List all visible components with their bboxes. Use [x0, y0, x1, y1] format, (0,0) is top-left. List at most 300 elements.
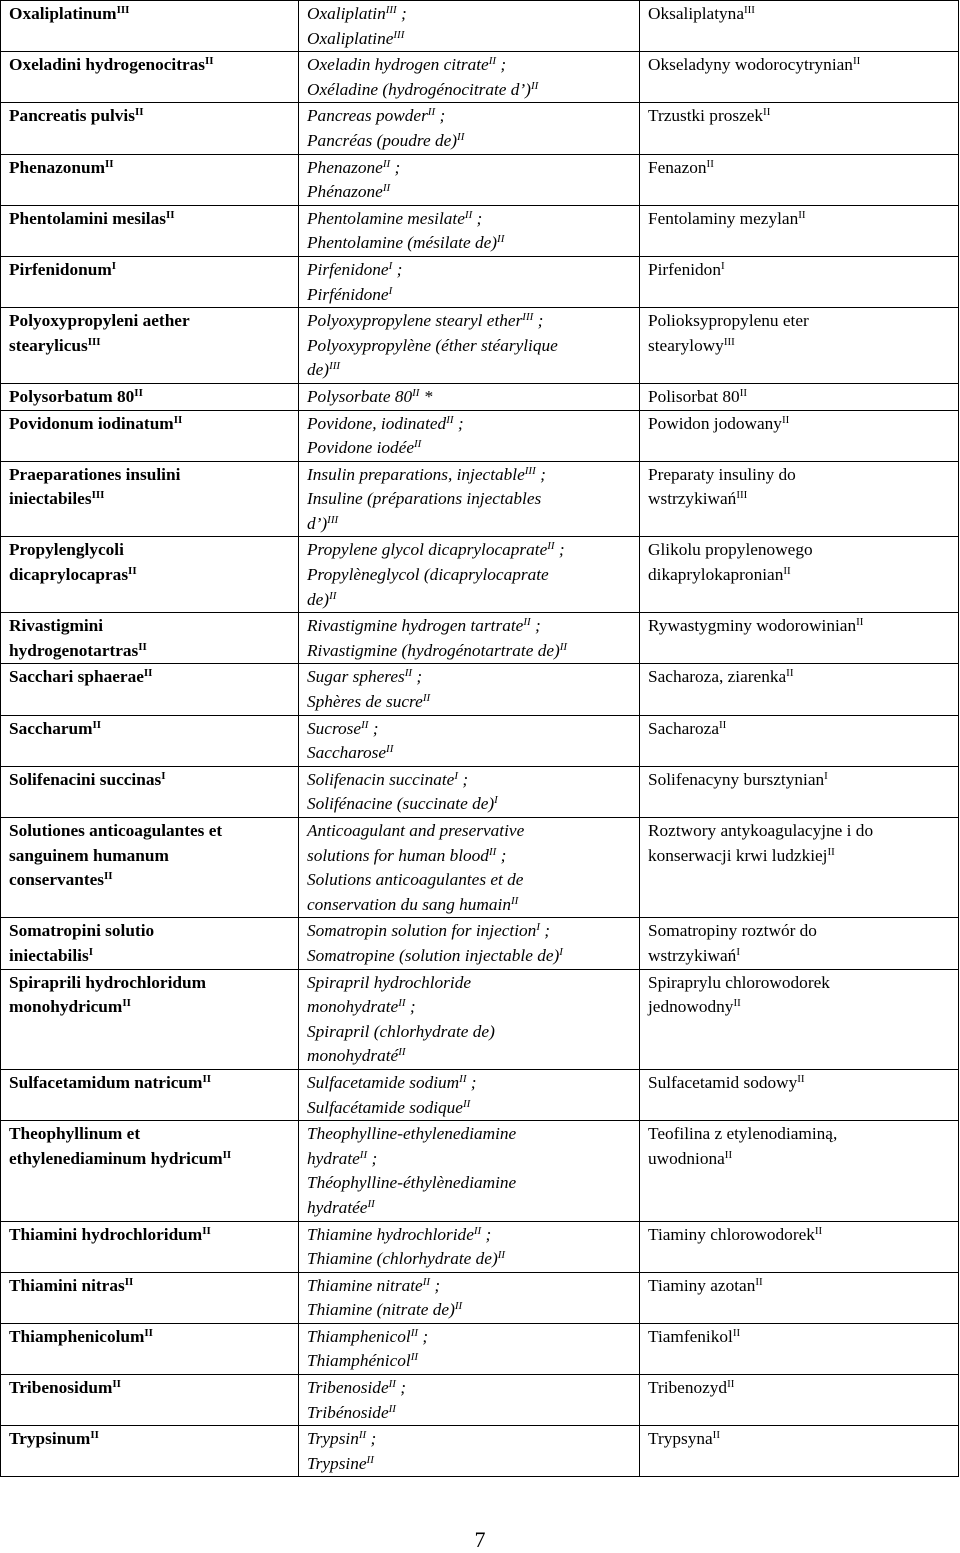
category-superscript: II [90, 1429, 99, 1442]
category-superscript: II [797, 1072, 805, 1085]
category-superscript: II [382, 157, 391, 170]
category-superscript: II [462, 1097, 471, 1110]
category-superscript: II [422, 692, 431, 705]
english-french-name-line: Solifénacine (succinate de)$^I$ [307, 794, 498, 814]
category-superscript: II [547, 540, 555, 553]
category-superscript: II [511, 894, 519, 907]
latin-name-cell [1, 154, 299, 205]
latin-name-line: Oxaliplatinum$^{III}$ [9, 4, 130, 23]
english-french-name-line: Povidone iodée$^{II}$ [307, 438, 422, 458]
english-french-name-line: Theophylline-ethylenediamine [307, 1124, 517, 1144]
category-superscript: II [128, 565, 137, 578]
english-french-name-line: Polysorbate $80^{II}$ * [307, 386, 433, 406]
polish-name-cell [640, 537, 959, 613]
latin-name-cell [1, 52, 299, 103]
latin-name-line: Oxeladini hydrogenocitras$^{II}$ [9, 55, 214, 75]
english-french-name-cell [299, 103, 640, 154]
category-superscript: II [427, 106, 436, 119]
category-superscript: II [856, 616, 864, 629]
english-french-name-line: Insulin preparations, injectable$^{III}$ ; [307, 464, 546, 484]
polish-name-line: dikaprylokapronian$^{II}$ [648, 565, 791, 585]
polish-name-line: Rywastygminy wodorowinian$^{II}$ [648, 616, 864, 636]
english-french-name-line: monohydraté$^{II}$ [307, 1046, 406, 1066]
category-superscript: III [736, 489, 748, 502]
category-superscript: II [755, 1275, 763, 1288]
latin-name-line: Sulfacetamidum natricum$^{II}$ [9, 1072, 212, 1092]
category-superscript: II [814, 1224, 823, 1237]
category-superscript: II [143, 667, 153, 680]
english-french-name-cell [299, 1272, 640, 1323]
category-superscript: II [112, 1378, 121, 1391]
table-row [1, 1, 959, 52]
latin-name-line: Thiamini nitras$^{II}$ [9, 1275, 134, 1295]
category-superscript: II [454, 1300, 463, 1313]
polish-name-line: Trzustki proszek$^{II}$ [648, 106, 771, 126]
polish-name-cell [640, 205, 959, 256]
category-superscript: II [222, 1148, 232, 1161]
english-french-name-line: Pirfenidone$^I$ ; [307, 259, 403, 279]
english-french-name-line: Polyoxypropylène (éther stéarylique [307, 335, 558, 355]
category-superscript: I [388, 284, 393, 297]
latin-name-cell [1, 1272, 299, 1323]
polish-name-line: Sulfacetamid sodowy$^{II}$ [648, 1072, 805, 1092]
latin-name-cell [1, 256, 299, 307]
english-french-name-line: Polyoxypropylene stearyl ether$^{III}$ ; [307, 311, 544, 331]
category-superscript: II [410, 1351, 419, 1364]
english-french-name-line: Phénazone$^{II}$ [307, 182, 391, 202]
category-superscript: III [87, 335, 101, 348]
category-superscript: II [359, 1148, 368, 1161]
polish-name-line: Tiamfenikol$^{II}$ [648, 1326, 741, 1346]
english-french-name-cell [299, 818, 640, 918]
monograph-table-body [1, 1, 959, 1477]
english-french-name-line: Phentolamine mesilate$^{II}$ ; [307, 208, 483, 228]
latin-name-line: iniectabiles$^{III}$ [9, 489, 105, 509]
english-french-name-line: Thiamine nitrate$^{II}$ ; [307, 1275, 441, 1295]
english-french-name-line: Pancréas (poudre de)$^{II}$ [307, 130, 465, 150]
english-french-name-line: Insuline (préparations injectables [307, 489, 542, 509]
latin-name-line: Spiraprili hydrochloridum [9, 972, 207, 992]
category-superscript: III [522, 311, 534, 324]
english-french-name-cell [299, 410, 640, 461]
polish-name-cell [640, 664, 959, 715]
english-french-name-line: solutions for human blood$^{II}$ ; [307, 845, 507, 865]
polish-name-cell [640, 1221, 959, 1272]
english-french-name-line: Somatropin solution for injection$^I$ ; [307, 921, 551, 941]
table-row [1, 52, 959, 103]
table-row [1, 918, 959, 969]
category-superscript: II [410, 1326, 419, 1339]
category-superscript: II [473, 1224, 482, 1237]
category-superscript: I [736, 945, 740, 958]
english-french-name-line: Thiamphenicol$^{II}$ ; [307, 1326, 429, 1346]
category-superscript: II [783, 565, 791, 578]
category-superscript: II [202, 1072, 212, 1085]
latin-name-cell [1, 308, 299, 384]
category-superscript: II [124, 1275, 134, 1288]
category-superscript: III [385, 4, 397, 16]
table-row [1, 383, 959, 410]
polish-name-cell [640, 1375, 959, 1426]
latin-name-line: Thiamphenicolum$^{II}$ [9, 1326, 153, 1346]
latin-name-cell [1, 1121, 299, 1221]
english-french-name-line: Saccharose$^{II}$ [307, 743, 394, 763]
english-french-name-line: Thiamine (chlorhydrate de)$^{II}$ [307, 1249, 506, 1269]
english-french-name-cell [299, 1069, 640, 1120]
english-french-name-line: Oxéladine (hydrogénocitrate d’)$^{II}$ [307, 79, 539, 99]
english-french-name-line: Tribenoside$^{II}$ ; [307, 1378, 407, 1398]
polish-name-line: wstrzykiwań$^I$ [648, 945, 740, 965]
polish-name-line: Spiraprylu chlorowodorek [648, 972, 830, 992]
polish-name-line: uwodniona$^{II}$ [648, 1148, 733, 1168]
latin-name-line: Rivastigmini [9, 616, 104, 636]
table-row [1, 154, 959, 205]
latin-name-line: Polyoxypropyleni aether [9, 311, 190, 331]
category-superscript: I [494, 794, 498, 807]
latin-name-line: Thiamini hydrochloridum$^{II}$ [9, 1224, 211, 1244]
latin-name-line: iniectabilis$^I$ [9, 945, 93, 965]
category-superscript: I [824, 769, 828, 782]
category-superscript: II [122, 997, 131, 1010]
polish-name-line: Somatropiny roztwór do [648, 921, 817, 941]
english-french-name-line: Spirapril hydrochloride [307, 972, 472, 992]
polish-name-line: jednowodny$^{II}$ [648, 997, 741, 1017]
polish-name-cell [640, 1323, 959, 1374]
category-superscript: III [116, 4, 130, 16]
polish-name-cell [640, 410, 959, 461]
category-superscript: III [329, 360, 341, 373]
category-superscript: II [414, 438, 422, 451]
latin-name-cell [1, 1069, 299, 1120]
english-french-name-line: Oxeladin hydrogen citrate$^{II}$ ; [307, 55, 507, 75]
english-french-name-line: Trypsin$^{II}$ ; [307, 1429, 377, 1449]
polish-name-line: Sacharoza$^{II}$ [648, 718, 727, 738]
latin-name-cell [1, 537, 299, 613]
table-row [1, 1426, 959, 1477]
polish-name-cell [640, 918, 959, 969]
category-superscript: I [559, 945, 563, 958]
polish-name-cell [640, 383, 959, 410]
english-french-name-line: Théophylline-éthylènediamine [307, 1173, 517, 1193]
english-french-name-line: Somatropine (solution injectable de)$^I$ [307, 945, 563, 965]
polish-name-line: Pirfenidon$^I$ [648, 259, 725, 279]
polish-name-line: Tiaminy chlorowodorek$^{II}$ [648, 1224, 823, 1244]
category-superscript: II [733, 997, 741, 1010]
english-french-name-line: de)$^{III}$ [307, 360, 341, 380]
table-row [1, 308, 959, 384]
polish-name-line: Oksaliplatyna$^{III}$ [648, 4, 755, 23]
english-french-name-cell [299, 537, 640, 613]
category-superscript: II [361, 718, 369, 731]
polish-name-line: stearylowy$^{III}$ [648, 335, 735, 355]
category-superscript: III [723, 335, 735, 348]
english-french-name-cell [299, 1221, 640, 1272]
category-superscript: II [459, 1072, 467, 1085]
category-superscript: II [523, 616, 531, 629]
english-french-name-line: Pancreas powder$^{II}$ ; [307, 106, 446, 126]
english-french-name-line: Solutions anticoagulantes et de [307, 870, 524, 890]
table-row [1, 969, 959, 1069]
latin-name-line: Solutiones anticoagulantes et [9, 821, 223, 840]
category-superscript: II [732, 1326, 741, 1339]
category-superscript: II [530, 79, 539, 92]
latin-name-cell [1, 613, 299, 664]
category-superscript: II [497, 233, 505, 246]
category-superscript: I [536, 921, 540, 934]
category-superscript: II [138, 640, 147, 653]
english-french-name-line: Tribénoside$^{II}$ [307, 1402, 396, 1422]
english-french-name-line: Solifenacin succinate$^I$ ; [307, 769, 469, 789]
polish-name-line: Okseladyny wodorocytrynian$^{II}$ [648, 55, 861, 75]
polish-name-cell [640, 766, 959, 817]
english-french-name-cell [299, 969, 640, 1069]
english-french-name-line: Propylèneglycol (dicaprylocaprate [307, 565, 549, 585]
polish-name-line: Trypsyna$^{II}$ [648, 1429, 720, 1449]
latin-name-line: Somatropini solutio [9, 921, 155, 941]
latin-name-cell [1, 1, 299, 52]
latin-name-line: Theophyllinum et [9, 1124, 141, 1144]
latin-name-line: hydrogenotartras$^{II}$ [9, 640, 147, 660]
category-superscript: II [134, 386, 143, 399]
english-french-name-line: Povidone, iodinated$^{II}$ ; [307, 413, 464, 433]
category-superscript: II [727, 1378, 735, 1391]
latin-name-cell [1, 1221, 299, 1272]
category-superscript: II [165, 208, 175, 221]
category-superscript: II [488, 55, 497, 68]
polish-name-cell [640, 308, 959, 384]
latin-name-line: monohydricum$^{II}$ [9, 997, 131, 1017]
polish-name-line: Fenazon$^{II}$ [648, 157, 714, 177]
latin-name-cell [1, 1375, 299, 1426]
english-french-name-line: hydratée$^{II}$ [307, 1197, 375, 1217]
category-superscript: II [366, 1453, 374, 1466]
polish-name-line: Tribenozyd$^{II}$ [648, 1378, 735, 1398]
polish-name-cell [640, 154, 959, 205]
english-french-name-line: Thiamphénicol$^{II}$ [307, 1351, 419, 1371]
category-superscript: I [111, 259, 117, 272]
table-row [1, 1323, 959, 1374]
polish-name-cell [640, 52, 959, 103]
latin-name-line: Povidonum iodinatum$^{II}$ [9, 413, 183, 433]
category-superscript: I [388, 259, 393, 272]
polish-name-line: Solifenacyny bursztynian$^I$ [648, 769, 828, 789]
english-french-name-cell [299, 1323, 640, 1374]
polish-name-cell [640, 103, 959, 154]
table-row [1, 1121, 959, 1221]
category-superscript: II [404, 667, 413, 680]
category-superscript: II [367, 1197, 375, 1210]
table-row [1, 613, 959, 664]
polish-name-line: Fentolaminy mezylan$^{II}$ [648, 208, 806, 228]
category-superscript: I [720, 259, 725, 272]
polish-name-cell [640, 256, 959, 307]
polish-name-line: Glikolu propylenowego [648, 540, 813, 560]
category-superscript: III [393, 28, 405, 41]
category-superscript: III [327, 513, 339, 526]
polish-name-cell [640, 613, 959, 664]
latin-name-line: Pirfenidonum$^I$ [9, 259, 117, 279]
english-french-name-line: Pirfénidone$^I$ [307, 284, 393, 304]
polish-name-cell [640, 818, 959, 918]
polish-name-line: Powidon jodowany$^{II}$ [648, 413, 790, 433]
english-french-name-line: monohydrate$^{II}$ ; [307, 997, 416, 1017]
category-superscript: II [386, 743, 394, 756]
table-row [1, 537, 959, 613]
table-row [1, 256, 959, 307]
latin-name-cell [1, 715, 299, 766]
polish-name-cell [640, 1, 959, 52]
latin-name-cell [1, 818, 299, 918]
category-superscript: II [173, 413, 183, 426]
latin-name-line: dicaprylocapras$^{II}$ [9, 565, 137, 585]
category-superscript: II [763, 106, 771, 119]
category-superscript: II [559, 640, 568, 653]
category-superscript: III [743, 4, 755, 16]
table-row [1, 1375, 959, 1426]
category-superscript: III [524, 464, 536, 477]
category-superscript: II [104, 870, 113, 883]
polish-name-line: konserwacji krwi ludzkiej$^{II}$ [648, 845, 835, 865]
category-superscript: II [724, 1148, 733, 1161]
english-french-name-cell [299, 715, 640, 766]
table-row [1, 715, 959, 766]
polish-name-cell [640, 461, 959, 537]
polish-name-line: Preparaty insuliny do [648, 464, 796, 484]
polish-name-cell [640, 715, 959, 766]
category-superscript: II [388, 1378, 396, 1391]
english-french-name-cell [299, 154, 640, 205]
category-superscript: II [134, 106, 144, 119]
latin-name-line: Saccharum$^{II}$ [9, 718, 102, 738]
latin-name-line: Polysorbatum $80^{II}$ [9, 386, 143, 406]
category-superscript: II [422, 1275, 431, 1288]
english-french-name-line: d’)$^{III}$ [307, 513, 339, 533]
polish-name-cell [640, 1121, 959, 1221]
category-superscript: II [144, 1326, 153, 1339]
english-french-name-cell [299, 1426, 640, 1477]
table-row [1, 1221, 959, 1272]
latin-name-cell [1, 918, 299, 969]
category-superscript: II [412, 386, 420, 399]
english-french-name-line: Thiamine hydrochloride$^{II}$ ; [307, 1224, 492, 1244]
english-french-name-cell [299, 1, 640, 52]
category-superscript: II [92, 718, 102, 731]
latin-name-line: Tribenosidum$^{II}$ [9, 1378, 121, 1398]
polish-name-line: Teofilina z etylenodiaminą, [648, 1124, 838, 1144]
latin-name-cell [1, 969, 299, 1069]
polish-name-line: Roztwory antykoagulacyjne i do [648, 821, 874, 840]
english-french-name-line: Sphères de sucre$^{II}$ [307, 692, 431, 712]
latin-name-line: sanguinem humanum [9, 845, 169, 865]
english-french-name-line: Phentolamine (mésilate de)$^{II}$ [307, 233, 505, 253]
category-superscript: II [105, 157, 114, 170]
latin-name-line: Phenazonum$^{II}$ [9, 157, 114, 177]
category-superscript: II [786, 667, 794, 680]
category-superscript: II [358, 1429, 367, 1442]
english-french-name-cell [299, 766, 640, 817]
english-french-name-line: Sucrose$^{II}$ ; [307, 718, 379, 738]
english-french-name-line: Spirapril (chlorhydrate de) [307, 1021, 495, 1041]
english-french-name-cell [299, 383, 640, 410]
polish-name-cell [640, 969, 959, 1069]
english-french-name-line: Sugar spheres$^{II}$ ; [307, 667, 423, 687]
category-superscript: I [88, 945, 93, 958]
category-superscript: II [205, 55, 214, 68]
polish-name-line: Polisorbat $80^{II}$ [648, 386, 748, 406]
category-superscript: I [161, 769, 166, 782]
english-french-name-line: Phenazone$^{II}$ ; [307, 157, 401, 177]
english-french-name-line: Rivastigmine (hydrogénotartrate de)$^{II}$ [307, 640, 568, 660]
latin-name-line: Sacchari sphaerae$^{II}$ [9, 667, 153, 687]
category-superscript: II [706, 157, 714, 170]
category-superscript: II [827, 845, 835, 858]
polish-name-line: Polioksypropylenu eter [648, 311, 809, 331]
latin-name-line: Phentolamini mesilas$^{II}$ [9, 208, 175, 228]
category-superscript: II [719, 718, 727, 731]
english-french-name-line: de)$^{II}$ [307, 589, 337, 609]
table-row [1, 766, 959, 817]
latin-name-cell [1, 383, 299, 410]
latin-name-line: Solifenacini succinas$^I$ [9, 769, 166, 789]
category-superscript: II [382, 182, 391, 195]
polish-name-cell [640, 1069, 959, 1120]
english-french-name-cell [299, 613, 640, 664]
category-superscript: II [852, 55, 861, 68]
category-superscript: II [457, 130, 465, 143]
latin-name-cell [1, 766, 299, 817]
latin-name-line: ethylenediaminum hydricum$^{II}$ [9, 1148, 232, 1168]
english-french-name-cell [299, 918, 640, 969]
table-row [1, 461, 959, 537]
category-superscript: I [454, 769, 459, 782]
english-french-name-cell [299, 52, 640, 103]
latin-name-cell [1, 1426, 299, 1477]
latin-name-line: conservantes$^{II}$ [9, 870, 113, 890]
polish-name-cell [640, 1272, 959, 1323]
category-superscript: II [497, 1249, 506, 1262]
english-french-name-cell [299, 1375, 640, 1426]
english-french-name-line: Thiamine (nitrate de)$^{II}$ [307, 1300, 463, 1320]
table-row [1, 205, 959, 256]
english-french-name-line: Oxaliplatin$^{III}$ ; [307, 4, 407, 23]
latin-name-cell [1, 461, 299, 537]
english-french-name-cell [299, 205, 640, 256]
table-row [1, 103, 959, 154]
polish-name-cell [640, 1426, 959, 1477]
category-superscript: II [464, 208, 473, 221]
category-superscript: II [329, 589, 337, 602]
english-french-name-line: Sulfacetamide sodium$^{II}$ ; [307, 1072, 477, 1092]
english-french-name-line: Sulfacétamide sodique$^{II}$ [307, 1097, 471, 1117]
category-superscript: II [798, 208, 806, 221]
latin-name-cell [1, 1323, 299, 1374]
latin-name-cell [1, 410, 299, 461]
latin-name-line: Trypsinum$^{II}$ [9, 1429, 99, 1449]
category-superscript: II [446, 413, 454, 426]
latin-name-cell [1, 664, 299, 715]
latin-name-line: Propylenglycoli [9, 540, 124, 560]
english-french-name-cell [299, 1121, 640, 1221]
category-superscript: II [739, 386, 748, 399]
table-row [1, 1272, 959, 1323]
english-french-name-line: Rivastigmine hydrogen tartrate$^{II}$ ; [307, 616, 541, 636]
category-superscript: III [91, 489, 105, 502]
english-french-name-line: Anticoagulant and preservative [307, 821, 525, 840]
category-superscript: II [712, 1429, 720, 1442]
latin-name-line: stearylicus$^{III}$ [9, 335, 101, 355]
polish-name-line: Tiaminy azotan$^{II}$ [648, 1275, 763, 1295]
english-french-name-cell [299, 461, 640, 537]
